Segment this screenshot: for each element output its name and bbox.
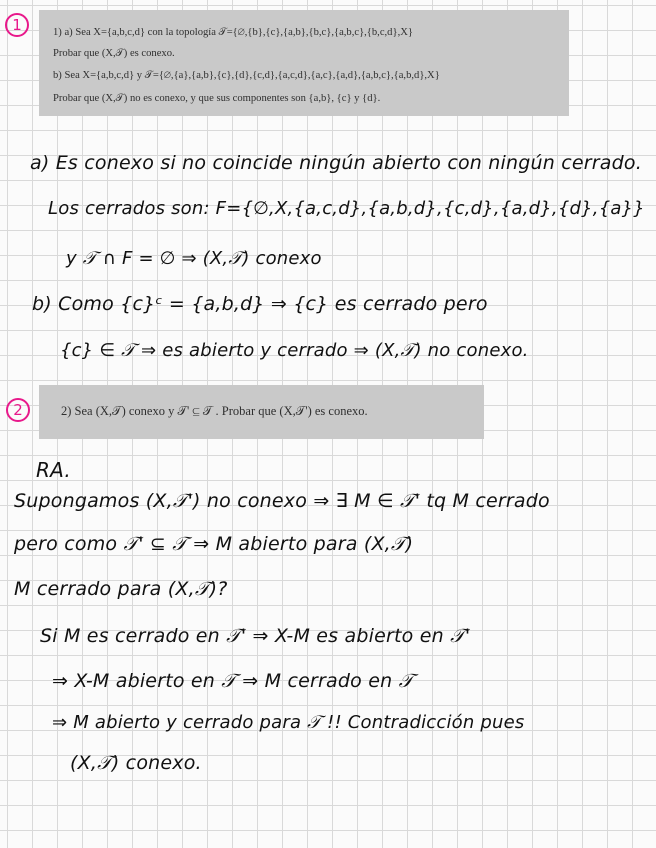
exercise-1-number: 1: [5, 13, 29, 37]
answer-2-line-1: RA.: [36, 458, 71, 482]
answer-1-line-4: b) Como {c}ᶜ = {a,b,d} ⇒ {c} es cerrado pero: [32, 293, 488, 315]
answer-2-line-3: pero como 𝒯' ⊆ 𝒯 ⇒ M abierto para (X,𝒯): [14, 533, 414, 555]
answer-1-line-1: a) Es conexo si no coincide ningún abierto con ningún cerrado.: [30, 152, 642, 174]
answer-1-line-5: {c} ∈ 𝒯 ⇒ es abierto y cerrado ⇒ (X,𝒯) no conexo.: [60, 340, 529, 361]
statement-line-a2: Probar que (X,𝒯) es conexo.: [53, 48, 175, 59]
answer-2-line-5: Si M es cerrado en 𝒯' ⇒ X-M es abierto en 𝒯': [40, 625, 471, 647]
answer-1-line-3: y 𝒯 ∩ F = ∅ ⇒ (X,𝒯) conexo: [66, 248, 322, 269]
exercise-1-statement: [39, 10, 569, 116]
exercise-2-number: 2: [6, 398, 30, 422]
answer-2-line-4: M cerrado para (X,𝒯)?: [14, 578, 228, 600]
statement-2-line: 2) Sea (X,𝒯) conexo y 𝒯' ⊆ 𝒯 . Probar que (X,𝒯') es conexo.: [61, 404, 368, 418]
answer-2-line-6: ⇒ X-M abierto en 𝒯 ⇒ M cerrado en 𝒯: [52, 670, 414, 692]
statement-line-b2: Probar que (X,𝒯) no es conexo, y que sus componentes son {a,b}, {c} y {d}.: [53, 93, 381, 104]
statement-line-a: 1) a) Sea X={a,b,c,d} con la topología 𝒯={∅,{b},{c},{a,b},{b,c},{a,b,c},{b,c,d},X}: [53, 27, 413, 38]
answer-2-line-8: (X,𝒯) conexo.: [70, 752, 202, 774]
statement-line-b: b) Sea X={a,b,c,d} y 𝒯={∅,{a},{a,b},{c},{d},{c,d},{a,c,d},{a,c},{a,d},{a,b,c},{a,b,d},X}: [53, 70, 440, 81]
exercise-2-statement: [39, 385, 484, 439]
answer-2-line-2: Supongamos (X,𝒯') no conexo ⇒ ∃ M ∈ 𝒯' tq M cerrado: [14, 490, 550, 512]
answer-1-line-2: Los cerrados son: F={∅,X,{a,c,d},{a,b,d},{c,d},{a,d},{d},{a}}: [48, 198, 645, 219]
answer-2-line-7: ⇒ M abierto y cerrado para 𝒯 !! Contradicción pues: [52, 712, 525, 733]
